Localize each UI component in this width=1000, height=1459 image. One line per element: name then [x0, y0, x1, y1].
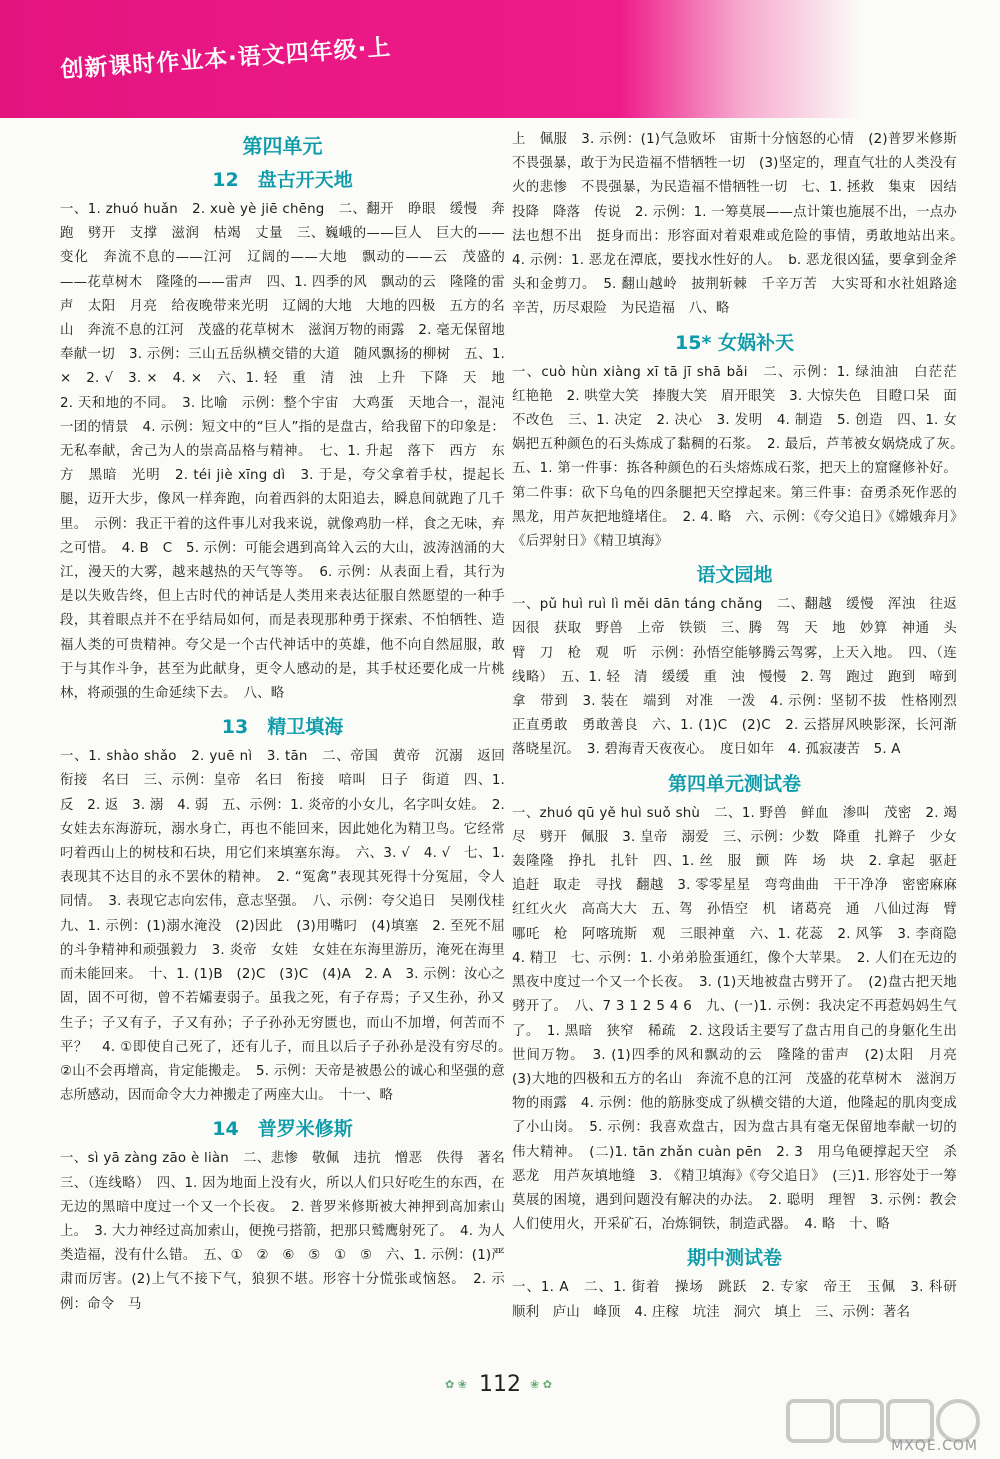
section-heading: 13 精卫填海	[221, 716, 344, 739]
book-title: 创新课时作业本·语文四年级·上	[59, 34, 393, 84]
section-heading: 语文园地	[696, 564, 773, 587]
section-heading: 期中测试卷	[686, 1247, 782, 1270]
ornament-right-icon: ❀ ✿	[530, 1378, 552, 1391]
page-number: 112	[479, 1372, 521, 1397]
section-heading: 14 普罗米修斯	[212, 1118, 353, 1141]
answer-paragraph: 一、1. zhuó huǎn 2. xuè yè jiē chēng 二、翻开 睁眼 缓慢 奔跑 劈开 支撑 滋润 枯竭 丈量 三、巍峨的——巨人 巨大的——变化 奔流不息的——江河 辽阔的——大地 飘动的——云 茂盛的——花草树木 隆隆的——雷声 四、1. 四季的风 飘动的云 隆隆的雷声 太阳 月亮 给夜晚带来光明 辽阔的大地 大地的四极 五方的名山 奔流不息的江河 茂盛的花草树木 滋润万物的雨露 2. 毫无保留地奉献一切 3. 示例：三山五岳纵横交错的大道 随风飘扬的柳树 五、1. × 2. √ 3. × 4. × 六、1. 轻 重 清 浊 上升 下降 天 地 2. 天和地的不同。 3. 比喻 示例：整个宇宙 大鸡蛋 天地合一，混沌一团的情景 4. 示例：短文中的“巨人”指的是盘古，给我留下的印象是：无私奉献，舍己为人的崇高品格与精神。 七、1. 升起 落下 西方 东方 黑暗 光明 2. téi jiè xīng dì 3. 于是，夸父拿着手杖，提起长腿，迈开大步，像风一样奔跑，向着西斜的太阳追去，瞬息间就跑了几千里。 示例：我正干着的这件事儿对我来说，就像鸡肋一样，食之无味，弃之可惜。 4. B C 5. 示例：可能会遇到高耸入云的大山，波涛汹涌的大江，漫天的大雾，越来越热的天气等等。 6. 示例：从表面上看，其行为是以失败告终，但上古时代的神话是人类用来表达征服自然愿望的一种手段，其着眼点并不在乎结局如何，而是表现那种勇于探索、不怕牺牲、造福人类的可贵精神。夸父是一个古代神话中的英雄，他不向自然屈服，敢于与其作斗争，甚至为此献身，更令人感动的是，其手杖还要化成一片桃林，将顽强的生命延续下去。 八、略	[60, 202, 519, 702]
answer-paragraph: 一、1. A 二、1. 街着 操场 跳跃 2. 专家 帝王 玉佩 3. 科研 顺利 庐山 峰顶 4. 庄稼 坑洼 洞穴 填上 三、示例：著名	[512, 1280, 971, 1320]
section-heading: 第四单元测试卷	[667, 772, 801, 795]
answer-paragraph: 上 佩服 3. 示例：(1)气急败坏 宙斯十分恼怒的心情 (2)普罗米修斯不畏强暴，敢于为民造福不惜牺牲一切 (3)坚定的，理直气壮的人类没有火的悲惨 不畏强暴，为民造福不惜牺牲一切 七、1. 拯救 集束 因结 投降 降落 传说 2. 示例：1. 一筹莫展——点计策也施展不出，一点办法也想不出 挺身而出：形容面对着艰难或危险的事情，勇敢地站出来。 4. 示例：1. 恶龙在潭底，要找水性好的人。 b. 恶龙很凶猛，要拿到金斧头和金剪刀。 5. 翻山越岭 披荆斩棘 千辛万苦 大实哥和水社姐路途辛苦，历尽艰险 为民造福 八、略	[512, 132, 971, 317]
header-banner	[0, 0, 1000, 118]
ornament-left-icon: ✿ ❀	[445, 1378, 467, 1391]
answer-paragraph: 一、zhuó qū yě huì suǒ shù 二、1. 野兽 鲜血 渗叫 茂密 2. 竭尽 劈开 佩服 3. 皇帝 溺爱 三、示例：少数 降重 扎辫子 少女 轰隆隆 挣扎 扎针 四、1. 丝 服 颤 阵 场 块 2. 拿起 驱赶 追赶 取走 寻找 翻越 3. 零零星星 弯弯曲曲 干干净净 密密麻麻 红红火火 高高大大 五、驾 孙悟空 机 诸葛亮 通 八仙过海 臂 哪吒 枪 阿喀琉斯 观 三眼神童 六、1. 花蕊 2. 风筝 3. 李商隐 4. 精卫 七、示例：1. 小弟弟脸蛋通红，像个大苹果。 2. 人们在无边的黑夜中度过一个又一个长夜。 3. (1)天地被盘古劈开了。 (2)盘古把天地劈开了。 八、7 3 1 2 5 4 6 九、(一)1. 示例：我决定不再惹妈妈生气了。 1. 黑暗 狭窄 稀疏 2. 这段话主要写了盘古用自己的身躯化生出世间万物。 3. (1)四季的风和飘动的云 隆隆的雷声 (2)太阳 月亮 (3)大地的四极和五方的名山 奔流不息的江河 茂盛的花草树木 滋润万物的雨露 4. 示例：他的筋脉变成了纵横交错的大道，他隆起的肌肉变成了小山岗。 5. 示例：我喜欢盘古，因为盘古具有毫无保留地奉献一切的伟大精神。 (二)1. tān zhǎn cuàn pēn 2. 3 用乌龟硬撑起天空 杀恶龙 用芦灰填地缝 3. 《精卫填海》《夸父追日》 (三)1. 形容处于一筹莫展的困境，遇到问题没有解决的办法。 2. 聪明 理智 3. 示例：教会人们使用火，开采矿石，冶炼铜铁，制造武器。 4. 略 十、略	[512, 805, 971, 1233]
right-column	[512, 128, 971, 1325]
answer-paragraph: 一、sì yā zàng zāo è liàn 二、悲惨 敬佩 违抗 憎恶 佚得 著名 三、（连线略） 四、1. 因为地面上没有火，所以人们只好吃生的东西，在无边的黑暗中度过一个又一个长夜。 2. 普罗米修斯被大神押到高加索山上。 3. 大力神经过高加索山，便挽弓搭箭，把那只鹫鹰射死了。 4. 为人类造福，没有什么错。 五、① ② ⑥ ⑤ ① ⑤ 六、1. 示例：(1)严肃而厉害。(2)上气不接下气，狼狈不堪。形容十分慌张或恼怒。 2. 示例：命令 马	[60, 1151, 519, 1312]
section-heading: 第四单元	[242, 134, 323, 158]
section-heading: 12 盘古开天地	[212, 169, 353, 191]
watermark-text: MXQE.COM	[891, 1438, 978, 1454]
section-heading: 15* 女娲补天	[675, 331, 794, 354]
answer-paragraph: 一、1. shào shǎo 2. yuē nì 3. tān 二、帝国 黄帝 沉溺 返回 衔接 名曰 三、示例：皇帝 名曰 衔接 喑叫 日子 街道 四、1. 反 2. 返 3. 溺 4. 弱 五、示例：1. 炎帝的小女儿，名字叫女娃。 2. 女娃去东海游玩，溺水身亡，再也不能回来，因此她化为精卫鸟。它经常叼着西山上的树枝和石块，用它们来填塞东海。 六、3. √ 4. √ 七、1. 表现其不达目的永不罢休的精神。 2. “冤禽”表现其死得十分冤屈，令人同情。 3. 表现它志向宏伟，意志坚强。 八、示例：夸父追日 吴刚伐桂 九、1. 示例：(1)溺水淹没 (2)因此 (3)用嘴叼 (4)填塞 2. 至死不屈的斗争精神和顽强毅力 3. 炎帝 女娃 女娃在东海里游历，淹死在海里而未能回来。 十、1. (1)B (2)C (3)C (4)A 2. A 3. 示例：汝心之固，固不可彻，曾不若孀妻弱子。虽我之死，有子存焉；子又生孙，孙又生子；子又有子，子又有孙；子子孙孙无穷匮也，而山不加增，何苦而不平？ 4. ①即使自己死了，还有儿子，而且以后子子孙孙是没有穷尽的。 ②山不会再增高，肯定能搬走。 5. 示例：天帝是被愚公的诚心和坚强的意志所感动，因而命令大力神搬走了两座大山。 十一、略	[60, 749, 519, 1104]
answer-paragraph: 一、cuò hùn xiàng xī tā jī shā bǎi 二、示例：1. 绿油油 白茫茫 红艳艳 2. 哄堂大笑 捧腹大笑 眉开眼笑 3. 大惊失色 目瞪口呆 面不改色 三、1. 决定 2. 决心 3. 发明 4. 制造 5. 创造 四、1. 女娲把五种颜色的石头炼成了黏稠的石浆。 2. 最后，芦苇被女娲烧成了灰。 五、1. 第一件事：拣各种颜色的石头熔炼成石浆，把天上的窟窿修补好。第二件事：砍下乌龟的四条腿把天空撑起来。第三件事：奋勇杀死作恶的黑龙，用芦灰把地缝堵住。 2. 4. 略 六、示例：《夸父追日》《嫦娥奔月》《后羿射日》《精卫填海》	[512, 364, 971, 550]
answer-paragraph: 一、pǔ huì ruì lì měi dān táng chǎng 二、翻越 缓慢 浑浊 往返 因很 获取 野兽 上帝 铁锁 三、腾 驾 天 地 妙算 神通 头 臂 刀 枪 观 听 示例：孙悟空能够腾云驾雾，上天入地。 四、（连线略） 五、1. 轻 清 缓缓 重 浊 慢慢 2. 驾 跑过 跑到 啼到 拿 带到 3. 装在 端到 对准 一泼 4. 示例：坚韧不拔 性格刚烈 正直勇敢 勇敢善良 六、1. (1)C (2)C 2. 云搭屏风映影深，长河渐落晓星沉。 3. 碧海青天夜夜心。 度日如年 4. 孤寂凄苦 5. A	[512, 597, 971, 758]
left-column	[60, 128, 519, 1317]
